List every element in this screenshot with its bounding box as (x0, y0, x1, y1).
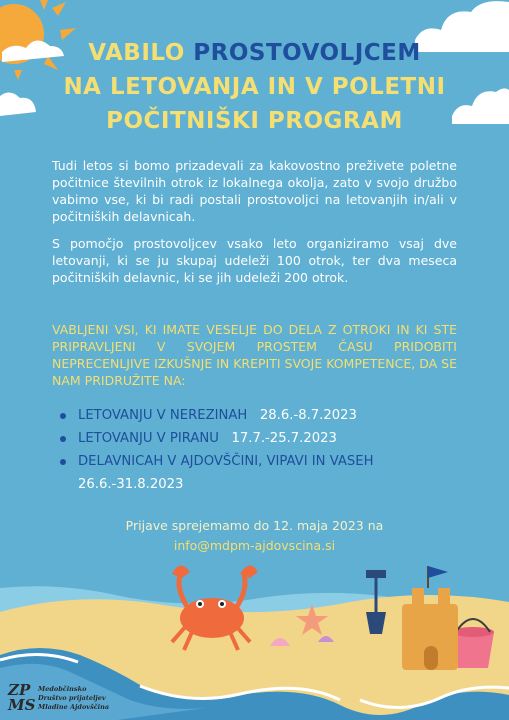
bullet-icon (60, 436, 66, 442)
sandcastle-icon (402, 566, 458, 670)
program-dates: 26.6.-31.8.2023 (78, 477, 184, 492)
list-item (60, 404, 460, 427)
program-dates: 17.7.-25.7.2023 (231, 431, 337, 446)
email-link[interactable]: info@mdpm-ajdovscina.si (173, 538, 336, 553)
invitation-paragraph: VABLJENI VSI, KI IMATE VESELJE DO DELA Z OTROKI IN KI STE PRIPRAVLJENI V SVOJEM PROSTEM ČASU PRIDOBITI NEPRECENLJIVE IZKUŠNJE IN KREPITI SVOJE KOMPETENCE, DA SE NAM PRIDRUŽITE NA: (52, 322, 457, 388)
bullet-icon (60, 413, 66, 419)
program-name: DELAVNICAH V AJDOVŠČINI, VIPAVI IN VASEH (78, 454, 374, 469)
organization-name: Medobčinsko Društvo prijateljev Mladine Ajdovščina (38, 685, 110, 711)
title-prefix: VABILO (88, 40, 194, 66)
organization-logo (8, 683, 168, 717)
stats-paragraph: S pomočjo prostovoljcev vsako leto organiziramo vsaj dve letovanji, ki se ju skupaj udeleži 100 otrok, ter dva meseca počitniških delavnic, ki se jih udeleži 200 otrok. (52, 236, 457, 285)
bullet-icon (60, 459, 66, 465)
program-name: LETOVANJU V NEREZINAH (78, 408, 248, 423)
program-name: LETOVANJU V PIRANU (78, 431, 219, 446)
intro-paragraph: Tudi letos si bomo prizadevali za kakovostno preživete poletne počitnice številnih otrok iz lokalnega okolja, zato v svojo družbo vabimo vse, ki bi radi postali prostovoljci na letovanjih in/ali v počitniških delavnicah. (52, 158, 457, 224)
title-highlight: PROSTOVOLJCEM (193, 40, 421, 66)
list-item (60, 450, 460, 496)
title-line-1 (0, 38, 509, 68)
program-list (60, 404, 460, 496)
list-item (60, 427, 460, 450)
apply-text: Prijave sprejemamo do 12. maja 2023 na (125, 518, 384, 533)
program-dates: 28.6.-8.7.2023 (259, 408, 357, 423)
title-line-3: POČITNIŠKI PROGRAM (106, 108, 403, 134)
title-line-2: NA LETOVANJA IN V POLETNI (63, 74, 446, 100)
logo-mark: ZP MS (8, 681, 36, 714)
